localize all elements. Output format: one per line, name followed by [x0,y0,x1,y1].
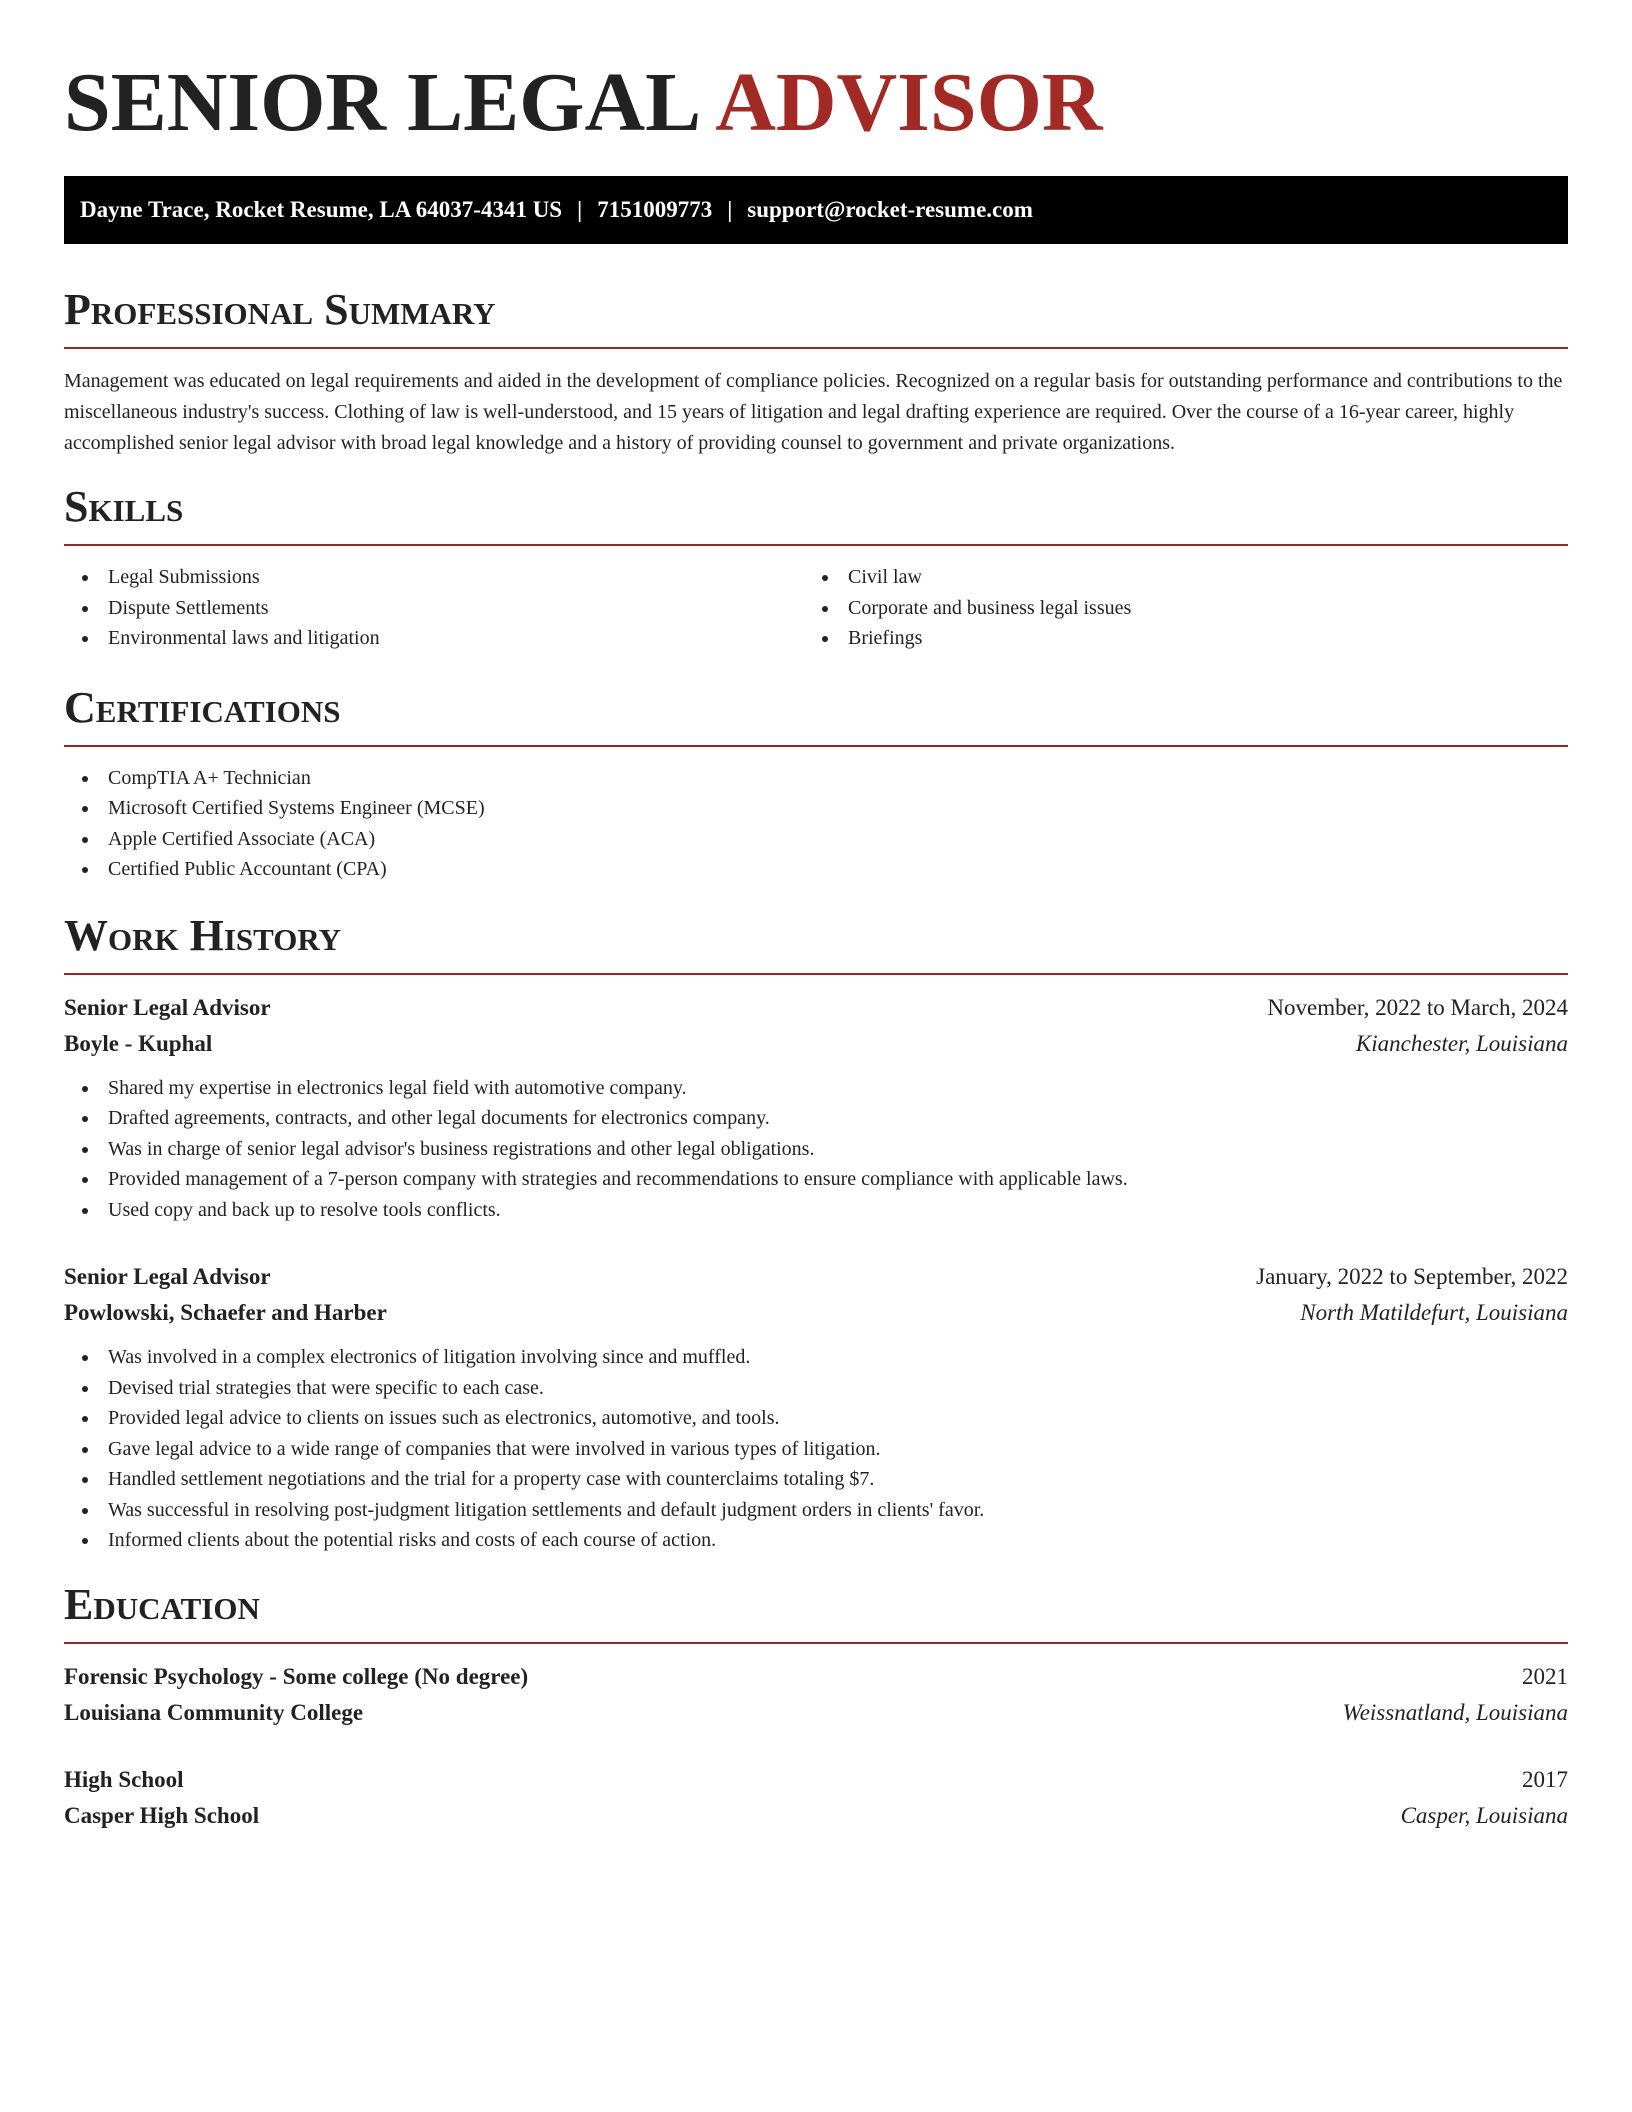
contact-bar [64,176,1568,244]
title-accent: ADVISOR [715,56,1103,149]
job-company: Boyle - Kuphal [64,1030,213,1056]
job-company: Powlowski, Schaefer and Harber [64,1300,387,1325]
job-duty-item: Drafted agreements, contracts, and other legal documents for electronics company. [64,1103,1568,1134]
job-duty-item: Gave legal advice to a wide range of companies that were involved in various types of litigation. [64,1434,1568,1465]
skill-item: Briefings [804,623,1544,654]
contact-address: Dayne Trace, Rocket Resume, LA 64037-4341 US [80,197,563,222]
section-heading-skills: Skills [64,482,184,531]
certifications-section [64,683,1568,885]
section-divider [64,544,1568,546]
work-history-section [64,911,1568,1556]
skill-item: Corporate and business legal issues [804,593,1544,624]
job-title: Senior Legal Advisor [64,994,271,1020]
skills-list-right [804,562,1544,654]
skill-item: Dispute Settlements [64,593,804,624]
contact-separator: | [577,197,583,222]
section-heading-work-history: Work History [64,910,342,960]
title-main: SENIOR LEGAL [64,56,702,149]
skill-item: Environmental laws and litigation [64,623,804,654]
education-year: 2017 [1522,1766,1568,1792]
job-duty-item: Provided legal advice to clients on issues such as electronics, automotive, and tools. [64,1403,1568,1434]
education-school-row [64,1798,1568,1834]
job-entry [64,1259,1568,1556]
job-duty-item: Was involved in a complex electronics of litigation involving since and muffled. [64,1342,1568,1373]
education-header-row [64,1762,1568,1798]
education-school-row [64,1695,1568,1731]
job-duty-item: Was successful in resolving post-judgment litigation settlements and default judgment orders in clients' favor. [64,1495,1568,1526]
skills-section [64,482,1568,654]
education-entry [64,1659,1568,1731]
job-header-row [64,990,1568,1026]
certification-item: Certified Public Accountant (CPA) [64,854,1568,885]
education-entry [64,1762,1568,1834]
contact-phone[interactable]: 7151009773 [597,197,713,222]
education-degree: Forensic Psychology - Some college (No degree) [64,1663,529,1689]
job-title: Senior Legal Advisor [64,1264,271,1289]
section-heading-certifications: Certifications [64,682,341,732]
certification-item: Apple Certified Associate (ACA) [64,824,1568,855]
education-section [64,1580,1568,1834]
skill-item: Legal Submissions [64,562,804,593]
job-duty-item: Shared my expertise in electronics legal field with automotive company. [64,1073,1568,1104]
job-duty-item: Was in charge of senior legal advisor's business registrations and other legal obligations. [64,1134,1568,1165]
skill-item: Civil law [804,562,1544,593]
job-duty-item: Informed clients about the potential risks and costs of each course of action. [64,1525,1568,1556]
education-location: Casper, Louisiana [1400,1802,1568,1828]
certification-item: CompTIA A+ Technician [64,763,1568,794]
education-degree: High School [64,1766,184,1792]
summary-text: Management was educated on legal requirements and aided in the development of compliance policies. Recognized on a regular basis for outstanding performance and contributions to the miscellaneous industry's success. Clothing of law is well-understood, and 15 years of litigation and legal drafting experience are required. Over the course of a 16-year career, highly accomplished senior legal advisor with broad legal knowledge and a history of providing counsel to government and private organizations. [64,370,1563,454]
certification-item: Microsoft Certified Systems Engineer (MCSE) [64,793,1568,824]
summary-section [64,285,1568,459]
section-heading-summary: Professional Summary [64,285,496,334]
resume-title [64,0,1568,164]
job-duty-item: Devised trial strategies that were specific to each case. [64,1373,1568,1404]
education-school: Louisiana Community College [64,1699,364,1725]
job-location: Kianchester, Louisiana [1355,1030,1568,1056]
job-dates: November, 2022 to March, 2024 [1267,994,1568,1020]
job-company-row [64,1295,1568,1331]
contact-email[interactable]: support@rocket-resume.com [747,197,1033,222]
contact-separator: | [727,197,733,222]
job-duty-item: Used copy and back up to resolve tools conflicts. [64,1195,1568,1226]
education-year: 2021 [1522,1663,1568,1689]
job-header-row [64,1259,1568,1295]
skills-list-left [64,562,804,654]
resume-page [64,0,1568,1834]
job-duty-item: Handled settlement negotiations and the trial for a property case with counterclaims totaling $7. [64,1464,1568,1495]
job-dates: January, 2022 to September, 2022 [1256,1264,1568,1289]
education-school: Casper High School [64,1802,260,1828]
section-divider [64,745,1568,747]
job-company-row [64,1026,1568,1062]
job-location: North Matildefurt, Louisiana [1300,1300,1568,1325]
job-entry [64,990,1568,1226]
certifications-list [64,763,1568,885]
job-duties-list [64,1073,1568,1226]
job-duties-list [64,1342,1568,1556]
education-header-row [64,1659,1568,1695]
skills-grid [64,562,1568,654]
section-divider [64,973,1568,975]
job-duty-item: Provided management of a 7-person company with strategies and recommendations to ensure compliance with applicable laws. [64,1164,1568,1195]
education-location: Weissnatland, Louisiana [1342,1699,1568,1725]
section-heading-education: Education [64,1579,260,1629]
section-divider [64,347,1568,349]
section-divider [64,1642,1568,1644]
